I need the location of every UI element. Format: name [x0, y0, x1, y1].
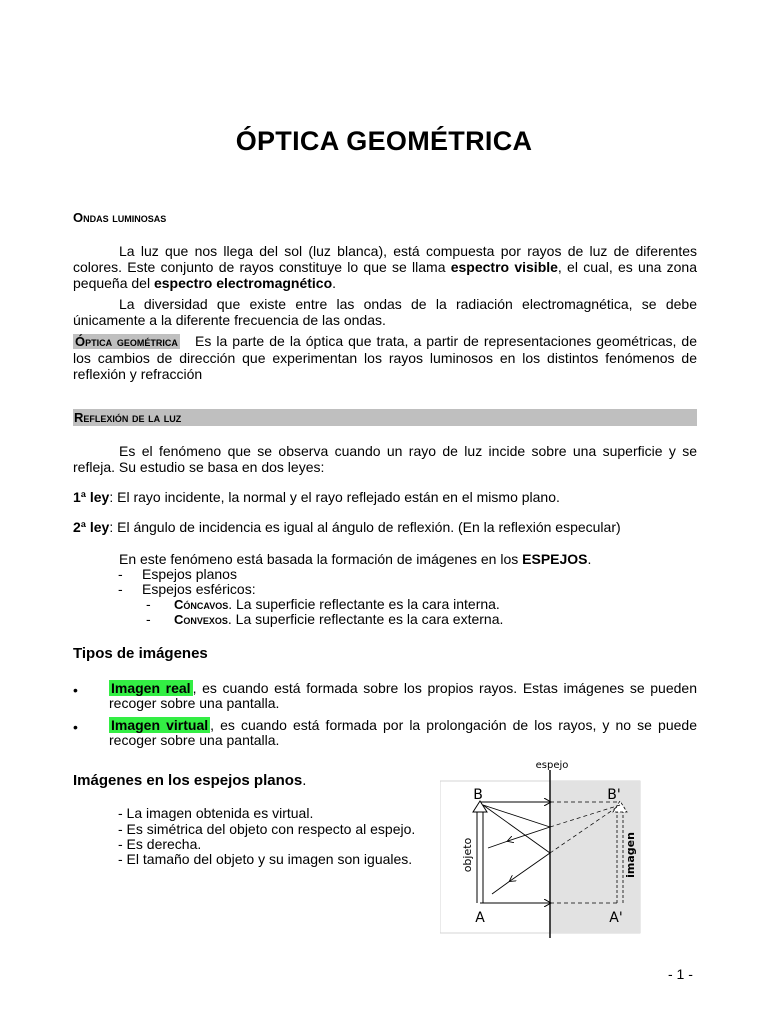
ley2-label: 2ª ley — [73, 519, 110, 535]
reflected-ray-2 — [510, 853, 550, 881]
planos-item: - Es simétrica del objeto con respecto al espejo. — [118, 821, 416, 837]
text-span: Imágenes en los espejos planos — [73, 772, 303, 789]
bold-term-espectro-visible: espectro visible — [450, 259, 558, 275]
bullet-imagen-real — [109, 681, 697, 711]
list-dash: - — [146, 611, 151, 627]
espejo-label: espejo — [535, 760, 569, 771]
section-heading-tipos: Tipos de imágenes — [73, 645, 208, 662]
label-imagen: imagen — [624, 832, 637, 878]
bullet-icon: • — [73, 719, 78, 735]
text-span: . La superficie reflectante es la cara externa. — [227, 611, 504, 627]
label-objeto: objeto — [461, 837, 474, 873]
page-title: ÓPTICA GEOMÉTRICA — [235, 126, 533, 156]
ley1-label: 1ª ley — [73, 489, 110, 505]
text-span: . La superficie reflectante es la cara interna. — [228, 596, 500, 612]
text-span: La luz que nos llega del sol (luz blanca), está compuesta por rayos de luz de diferentes colores. Este conjunto de rayos constituye lo que se llama — [73, 243, 697, 275]
text-span: : El ángulo de incidencia es igual al ángulo de reflexión. (En la reflexión especular) — [109, 519, 621, 535]
incident-ray-1 — [483, 805, 550, 827]
optica-geometrica-label: Óptica geométrica — [75, 334, 178, 349]
text-span: : El rayo incidente, la normal y el rayo reflejado están en el mismo plano. — [109, 489, 560, 505]
planos-item: - El tamaño del objeto y su imagen son iguales. — [118, 851, 413, 867]
planos-item: - Es derecha. — [118, 836, 202, 852]
paragraph-luz-blanca — [73, 243, 697, 291]
list-item-concavos — [174, 597, 500, 612]
imagen-real-label: Imagen real — [111, 680, 191, 696]
imagen-virtual-label: Imagen virtual — [111, 717, 209, 733]
page-number: - 1 - — [668, 966, 693, 982]
label-A: A — [475, 910, 485, 926]
reflected-ray-1-tail — [488, 841, 508, 848]
list-dash: - — [146, 596, 151, 612]
list-item-espejos-esfericos: Espejos esféricos: — [142, 581, 256, 597]
bold-term-espejos: ESPEJOS — [522, 551, 588, 567]
paragraph-reflexion-intro: Es el fenómeno que se observa cuando un rayo de luz incide sobre una superficie y se refleja. Su estudio se basa en dos leyes: — [73, 443, 697, 475]
text-span: En este fenómeno está basada la formación de imágenes en los — [119, 551, 523, 567]
list-dash: - — [118, 566, 123, 582]
primera-ley — [73, 489, 697, 505]
convexos-label: Convexos — [174, 612, 228, 627]
text-span: Es la parte de la óptica que trata, a partir de representaciones geométricas, de los cambios de dirección que experimentan los rayos luminosos en los distintos fenómenos de reflexión y refracción — [73, 333, 698, 382]
label-A-prime: A' — [609, 910, 623, 926]
bullet-imagen-virtual — [109, 718, 697, 748]
bullet-icon: • — [73, 682, 78, 698]
bold-term-espectro-electromagnetico: espectro electromagnético — [153, 275, 333, 291]
list-item-convexos — [174, 612, 503, 627]
paragraph-optica-geometrica — [73, 333, 697, 382]
segunda-ley — [73, 519, 697, 535]
list-dash: - — [118, 581, 123, 597]
text-span: . — [332, 275, 337, 291]
section-heading-ondas: Ondas luminosas — [73, 210, 167, 225]
text-span: . — [587, 551, 592, 567]
label-B: B — [473, 787, 483, 803]
list-item-espejos-planos: Espejos planos — [142, 566, 237, 582]
text-span: , el cual, es una zona pequeña del — [73, 259, 697, 291]
planos-item: - La imagen obtenida es virtual. — [118, 805, 314, 821]
paragraph-espejos — [73, 551, 697, 567]
label-B-prime: B' — [607, 787, 621, 803]
reflected-ray-2-tail — [492, 881, 510, 894]
text-span: , es cuando está formada por la prolongación de los rayos, y no se puede recoger sobre una pantalla. — [109, 717, 697, 748]
reflected-ray-1 — [508, 827, 550, 841]
text-span: . — [302, 772, 307, 789]
paragraph-diversidad: La diversidad que existe entre las ondas de la radiación electromagnética, se debe únicamente a la diferente frecuencia de las ondas. — [73, 296, 697, 328]
plane-mirror-diagram — [440, 755, 650, 940]
concavos-label: Cóncavos — [174, 597, 229, 612]
text-span: , es cuando está formada sobre los propios rayos. Estas imágenes se pueden recoger sobre una pantalla. — [109, 680, 697, 711]
section-heading-reflexion: Reflexión de la luz — [74, 410, 182, 425]
section-heading-espejos-planos — [73, 772, 306, 789]
